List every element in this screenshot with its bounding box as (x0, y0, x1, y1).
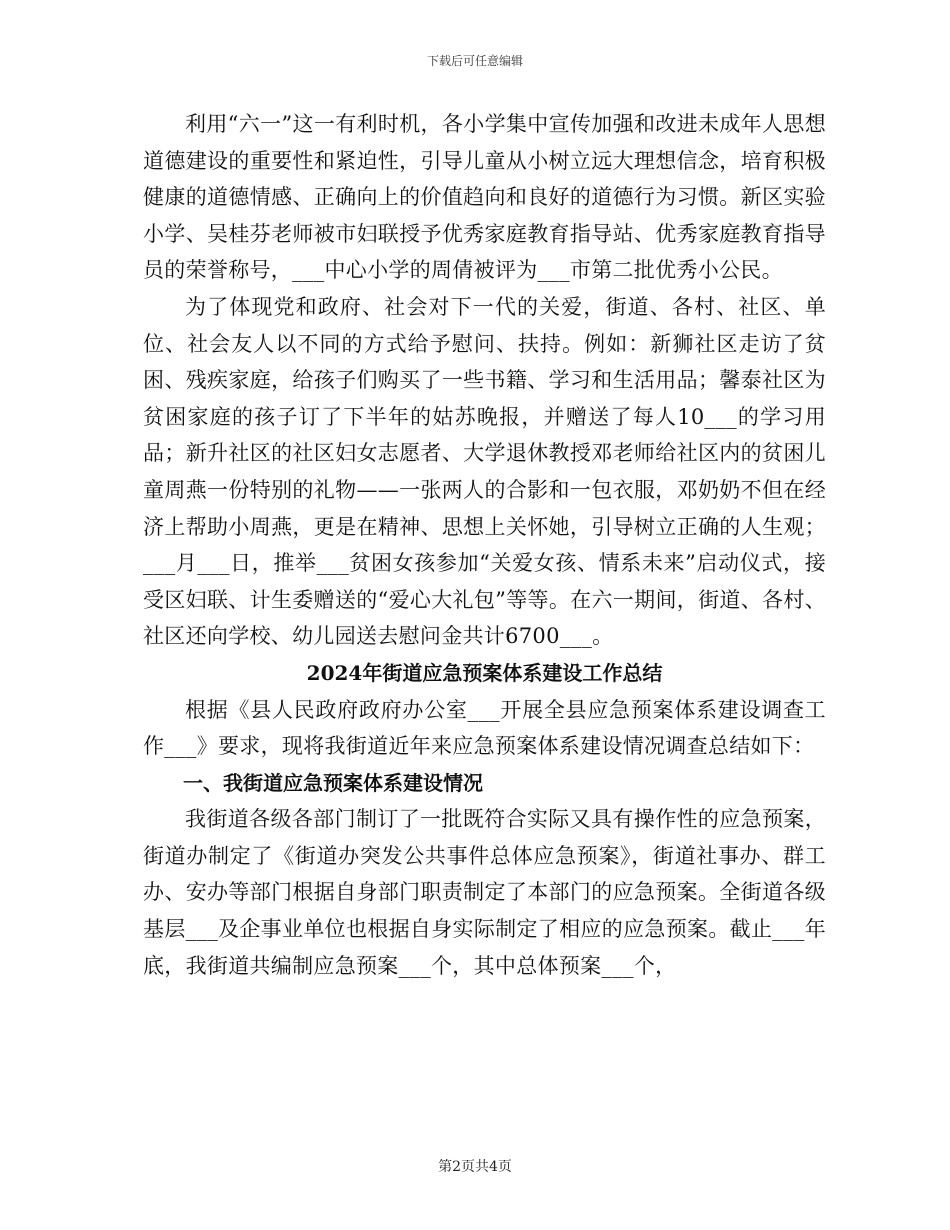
document-body (143, 106, 826, 984)
page-number: 第2页共4页 (438, 1159, 512, 1175)
paragraph-children-day: 利用“六一”这一有利时机，各小学集中宣传加强和改进未成年人思想道德建设的重要性和紧迫性，引导儿童从小树立远大理想信念，培育积极健康的道德情感、正确向上的价值趋向和良好的道德行为习惯。新区实验小学、吴桂芬老师被市妇联授予优秀家庭教育指导站、优秀家庭教育指导员的荣誉称号，___中心小学的周倩被评为___市第二批优秀小公民。 (143, 112, 826, 283)
section-heading-1: 一、我街道应急预案体系建设情况 (183, 770, 483, 795)
page-header-note: 下载后可任意编辑 (426, 54, 523, 68)
document-title: 2024年街道应急预案体系建设工作总结 (306, 660, 663, 685)
paragraph-intro: 根据《县人民政府政府办公室___开展全县应急预案体系建设调查工作___》要求，现将我街道近年来应急预案体系建设情况调查总结如下： (143, 697, 826, 759)
paragraph-care-support: 为了体现党和政府、社会对下一代的关爱，街道、各村、社区、单位、社会友人以不同的方式给予慰问、扶持。例如：新狮社区走访了贫困、残疾家庭，给孩子们购买了一些书籍、学习和生活用品；馨泰社区为贫困家庭的孩子订了下半年的姑苏晚报，并赠送了每人10___的学习用品；新升社区的社区妇女志愿者、大学退休教授邓老师给社区内的贫困儿童周燕一份特别的礼物——一张两人的合影和一包衣服，邓奶奶不但在经济上帮助小周燕，更是在精神、思想上关怀她，引导树立正确的人生观；___月___日，推举___贫困女孩参加“关爱女孩、情系未来”启动仪式，接受区妇联、计生委赠送的“爱心大礼包”等等。在六一期间，街道、各村、社区还向学校、幼儿园送去慰问金共计6700___。 (143, 294, 826, 649)
paragraph-section-1: 我街道各级各部门制订了一批既符合实际又具有操作性的应急预案，街道办制定了《街道办突发公共事件总体应急预案》，街道社事办、群工办、安办等部门根据自身部门职责制定了本部门的应急预案。全街道各级基层___及企事业单位也根据自身实际制定了相应的应急预案。截止___年底，我街道共编制应急预案___个，其中总体预案___个， (143, 807, 826, 978)
